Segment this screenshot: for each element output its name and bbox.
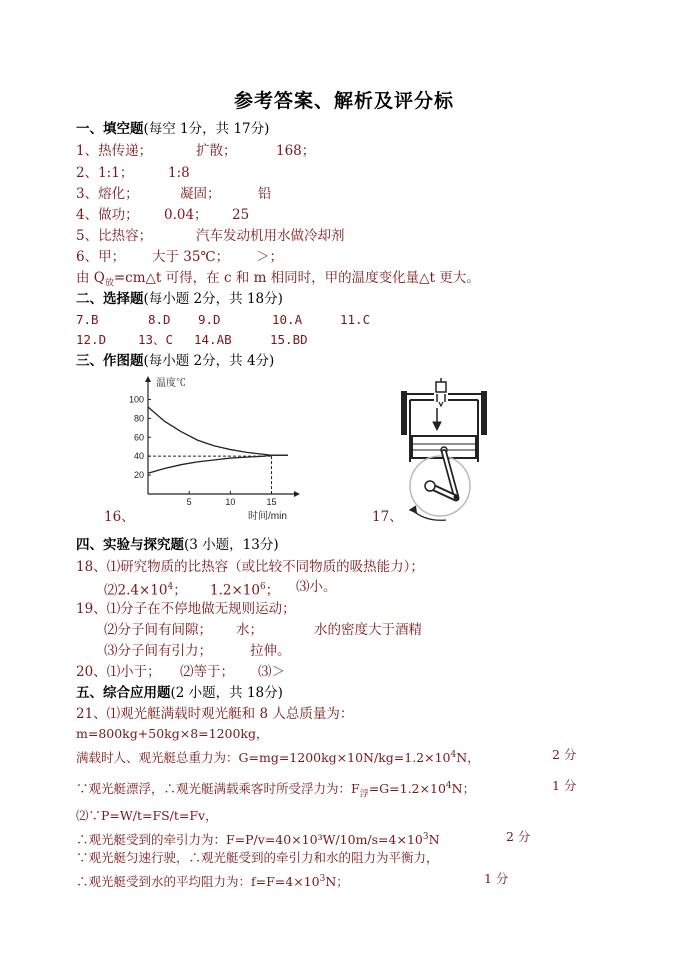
answer-q19-2b: 水； bbox=[236, 622, 263, 638]
figure-label-17: 17、 bbox=[372, 509, 403, 525]
answer-text: N， bbox=[456, 750, 480, 766]
x-tick-label: 5 bbox=[186, 497, 192, 507]
section-heading-application bbox=[76, 684, 283, 702]
answer-q21-line4 bbox=[76, 777, 475, 804]
y-axis-label: 温度℃ bbox=[156, 378, 186, 389]
section-heading-drawing bbox=[76, 352, 274, 370]
section-heading-text: 三、作图题 bbox=[76, 353, 144, 369]
question-number: 18、 bbox=[76, 559, 107, 575]
answer-q19-3b: 拉伸。 bbox=[250, 643, 291, 659]
choice-answer: 11.C bbox=[340, 312, 371, 327]
answer-text: ； bbox=[173, 582, 187, 599]
answer-text: 热传递； bbox=[98, 143, 153, 159]
y-tick-label: 40 bbox=[133, 451, 144, 462]
answer-q20-b: ⑵等于； bbox=[180, 664, 234, 680]
section-note: (2 小题，共 18分) bbox=[170, 685, 283, 701]
cylinder-head bbox=[402, 392, 486, 434]
answer-q1-c: 168； bbox=[276, 143, 316, 159]
answer-q6 bbox=[76, 248, 125, 266]
answer-text: 满载时人、观光艇总重力为：G=mg=1200kg×10N/kg=1.2×10 bbox=[76, 750, 451, 766]
answer-text: ⑴小于； bbox=[106, 664, 161, 680]
explain-sub: 放 bbox=[104, 278, 114, 289]
subscript: 浮 bbox=[359, 789, 369, 800]
answer-q18-3: ⑶小。 bbox=[296, 579, 337, 595]
engine-cylinder-diagram bbox=[390, 372, 500, 524]
spark-plug-icon bbox=[436, 378, 446, 406]
answer-text: N； bbox=[325, 874, 349, 890]
answer-text: ∴观光艇受到的牵引力为：F=P/v=40×10³W/10m/s=4×10 bbox=[76, 832, 423, 848]
answer-q5-b: 汽车发动机用水做冷却剂 bbox=[196, 228, 345, 244]
answer-text: ； bbox=[265, 582, 280, 599]
answer-text: N bbox=[428, 832, 440, 848]
exponent: 6 bbox=[259, 582, 266, 592]
section-heading-text: 一、填空题 bbox=[76, 121, 144, 137]
answer-q21-line6 bbox=[76, 828, 440, 849]
score-label: 1 分 bbox=[552, 778, 577, 793]
page-title: 参考答案、解析及评分标 bbox=[233, 90, 454, 112]
answer-q6-b: 大于 35℃； bbox=[152, 249, 230, 265]
answer-q21-line5: ⑵∵P=W/t=FS/t=Fv， bbox=[76, 808, 218, 823]
section-heading-text: 二、选择题 bbox=[76, 291, 144, 307]
answer-text: ∵观光艇漂浮，∴观光艇满载乘客时所受浮力为：F bbox=[76, 781, 360, 797]
answer-q5 bbox=[76, 227, 152, 245]
section-heading-fill-in bbox=[76, 120, 269, 138]
choice-answer: 10.A bbox=[272, 312, 303, 327]
section-heading-text: 五、综合应用题 bbox=[76, 685, 171, 701]
section-heading-text: 四、实验与探究题 bbox=[76, 537, 184, 553]
exponent: 3 bbox=[319, 874, 326, 884]
series-line-1 bbox=[148, 407, 288, 455]
choice-answer: 9.D bbox=[198, 312, 221, 327]
explain-pre: 由 Q bbox=[76, 270, 105, 286]
answer-text: ∴观光艇受到水的平均阻力为：f=F=4×10 bbox=[76, 874, 320, 890]
answer-q18 bbox=[76, 558, 424, 576]
answer-q4-c: 25 bbox=[232, 207, 250, 223]
answer-q19-2c: 水的密度大于酒精 bbox=[314, 622, 422, 638]
question-number: 2、 bbox=[76, 165, 99, 181]
answer-text: N； bbox=[451, 781, 476, 797]
answer-q4 bbox=[76, 206, 139, 224]
section-heading-choice bbox=[76, 290, 283, 308]
answer-q6-c: ＞； bbox=[256, 249, 283, 265]
answer-q20 bbox=[76, 663, 161, 681]
answer-q3-c: 铅 bbox=[258, 186, 272, 202]
x-tick-label: 15 bbox=[266, 497, 277, 507]
score-label: 2 分 bbox=[506, 829, 531, 844]
answer-q19 bbox=[76, 600, 296, 618]
answer-q21-line3 bbox=[76, 746, 480, 767]
exponent: 4 bbox=[450, 750, 457, 760]
section-note: (每小题 2分，共 18分) bbox=[143, 291, 283, 307]
question-number: 19、 bbox=[76, 601, 107, 617]
y-tick-label: 100 bbox=[128, 394, 144, 405]
answer-q21-line7: ∵观光艇匀速行驶，∴观光艇受到的牵引力和水的阻力为平衡力， bbox=[76, 850, 439, 865]
question-number: 3、 bbox=[76, 186, 99, 202]
answer-text: 熔化； bbox=[98, 186, 139, 202]
answer-q1 bbox=[76, 142, 152, 160]
answer-text: 1:1； bbox=[98, 165, 134, 181]
choice-answer: 13、C bbox=[138, 332, 174, 347]
exponent: 3 bbox=[422, 832, 429, 842]
choice-answer: 14.AB bbox=[194, 332, 232, 347]
answer-q18-2 bbox=[104, 578, 187, 600]
x-axis-arrow-icon bbox=[294, 491, 300, 497]
section-heading-experiment bbox=[76, 536, 279, 554]
answer-q2 bbox=[76, 164, 133, 182]
y-tick-label: 60 bbox=[133, 432, 144, 443]
answer-q21-line8 bbox=[76, 870, 349, 891]
section-note: (每空 1分，共 17分) bbox=[143, 121, 270, 137]
answer-text: 1.2×10 bbox=[210, 582, 260, 599]
x-axis-label: 时间/min bbox=[248, 511, 287, 522]
answer-text: ⑵2.4×10 bbox=[104, 582, 168, 599]
answer-q18-2b bbox=[210, 578, 279, 600]
choice-answer: 8.D bbox=[148, 312, 171, 327]
score-label: 1 分 bbox=[484, 871, 509, 886]
answer-q2-b: 1:8 bbox=[168, 165, 190, 181]
answer-q19-2: ⑵分子间有间隙； bbox=[104, 622, 212, 638]
question-number: 6、 bbox=[76, 249, 99, 265]
score-label: 2 分 bbox=[552, 747, 577, 762]
exponent: 4 bbox=[445, 781, 452, 791]
y-tick-label: 20 bbox=[133, 470, 144, 481]
answer-text: 甲； bbox=[98, 249, 126, 265]
choice-answer: 7.B bbox=[76, 312, 99, 327]
figure-label-16: 16、 bbox=[104, 509, 135, 525]
y-axis-arrow-icon bbox=[145, 376, 151, 382]
choice-answer: 12.D bbox=[76, 332, 107, 347]
answer-text: ⑴分子在不停地做无规则运动； bbox=[106, 601, 296, 617]
question-number: 1、 bbox=[76, 143, 99, 159]
series-line-2 bbox=[148, 455, 288, 473]
section-note: (每小题 2分，共 4分) bbox=[143, 353, 275, 369]
question-number: 4、 bbox=[76, 207, 99, 223]
choice-answer: 15.BD bbox=[270, 332, 308, 347]
answer-q21-line2: m=800kg+50kg×8=1200kg， bbox=[76, 726, 269, 741]
answer-q21-line1: 21、⑴观光艇满载时观光艇和 8 人总质量为： bbox=[76, 706, 354, 722]
section-note: (3 小题，13分) bbox=[184, 537, 279, 553]
answer-text: =G=1.2×10 bbox=[368, 781, 446, 797]
explain-post: =cm△t 可得，在 c 和 m 相同时，甲的温度变化量△t 更大。 bbox=[113, 270, 480, 286]
answer-text: 做功； bbox=[98, 207, 139, 223]
answer-q4-b: 0.04； bbox=[164, 207, 208, 223]
answer-q3-b: 凝固； bbox=[180, 186, 221, 202]
exponent: 4 bbox=[167, 582, 174, 592]
crankshaft bbox=[410, 452, 470, 516]
answer-q3 bbox=[76, 185, 139, 203]
answer-text: ⑴研究物质的比热容（或比较不同物质的吸热能力）； bbox=[106, 559, 424, 575]
piston-arrow-icon bbox=[433, 408, 441, 430]
temperature-time-graph bbox=[118, 374, 318, 522]
answer-q20-c: ⑶＞ bbox=[258, 664, 285, 680]
question-number: 20、 bbox=[76, 664, 107, 680]
answer-q1-b: 扩散； bbox=[196, 143, 237, 159]
answer-text: 比热容； bbox=[98, 228, 153, 244]
question-number: 5、 bbox=[76, 228, 99, 244]
answer-q19-3: ⑶分子间有引力； bbox=[104, 643, 212, 659]
y-tick-label: 80 bbox=[133, 413, 144, 424]
x-tick-label: 10 bbox=[225, 497, 236, 507]
